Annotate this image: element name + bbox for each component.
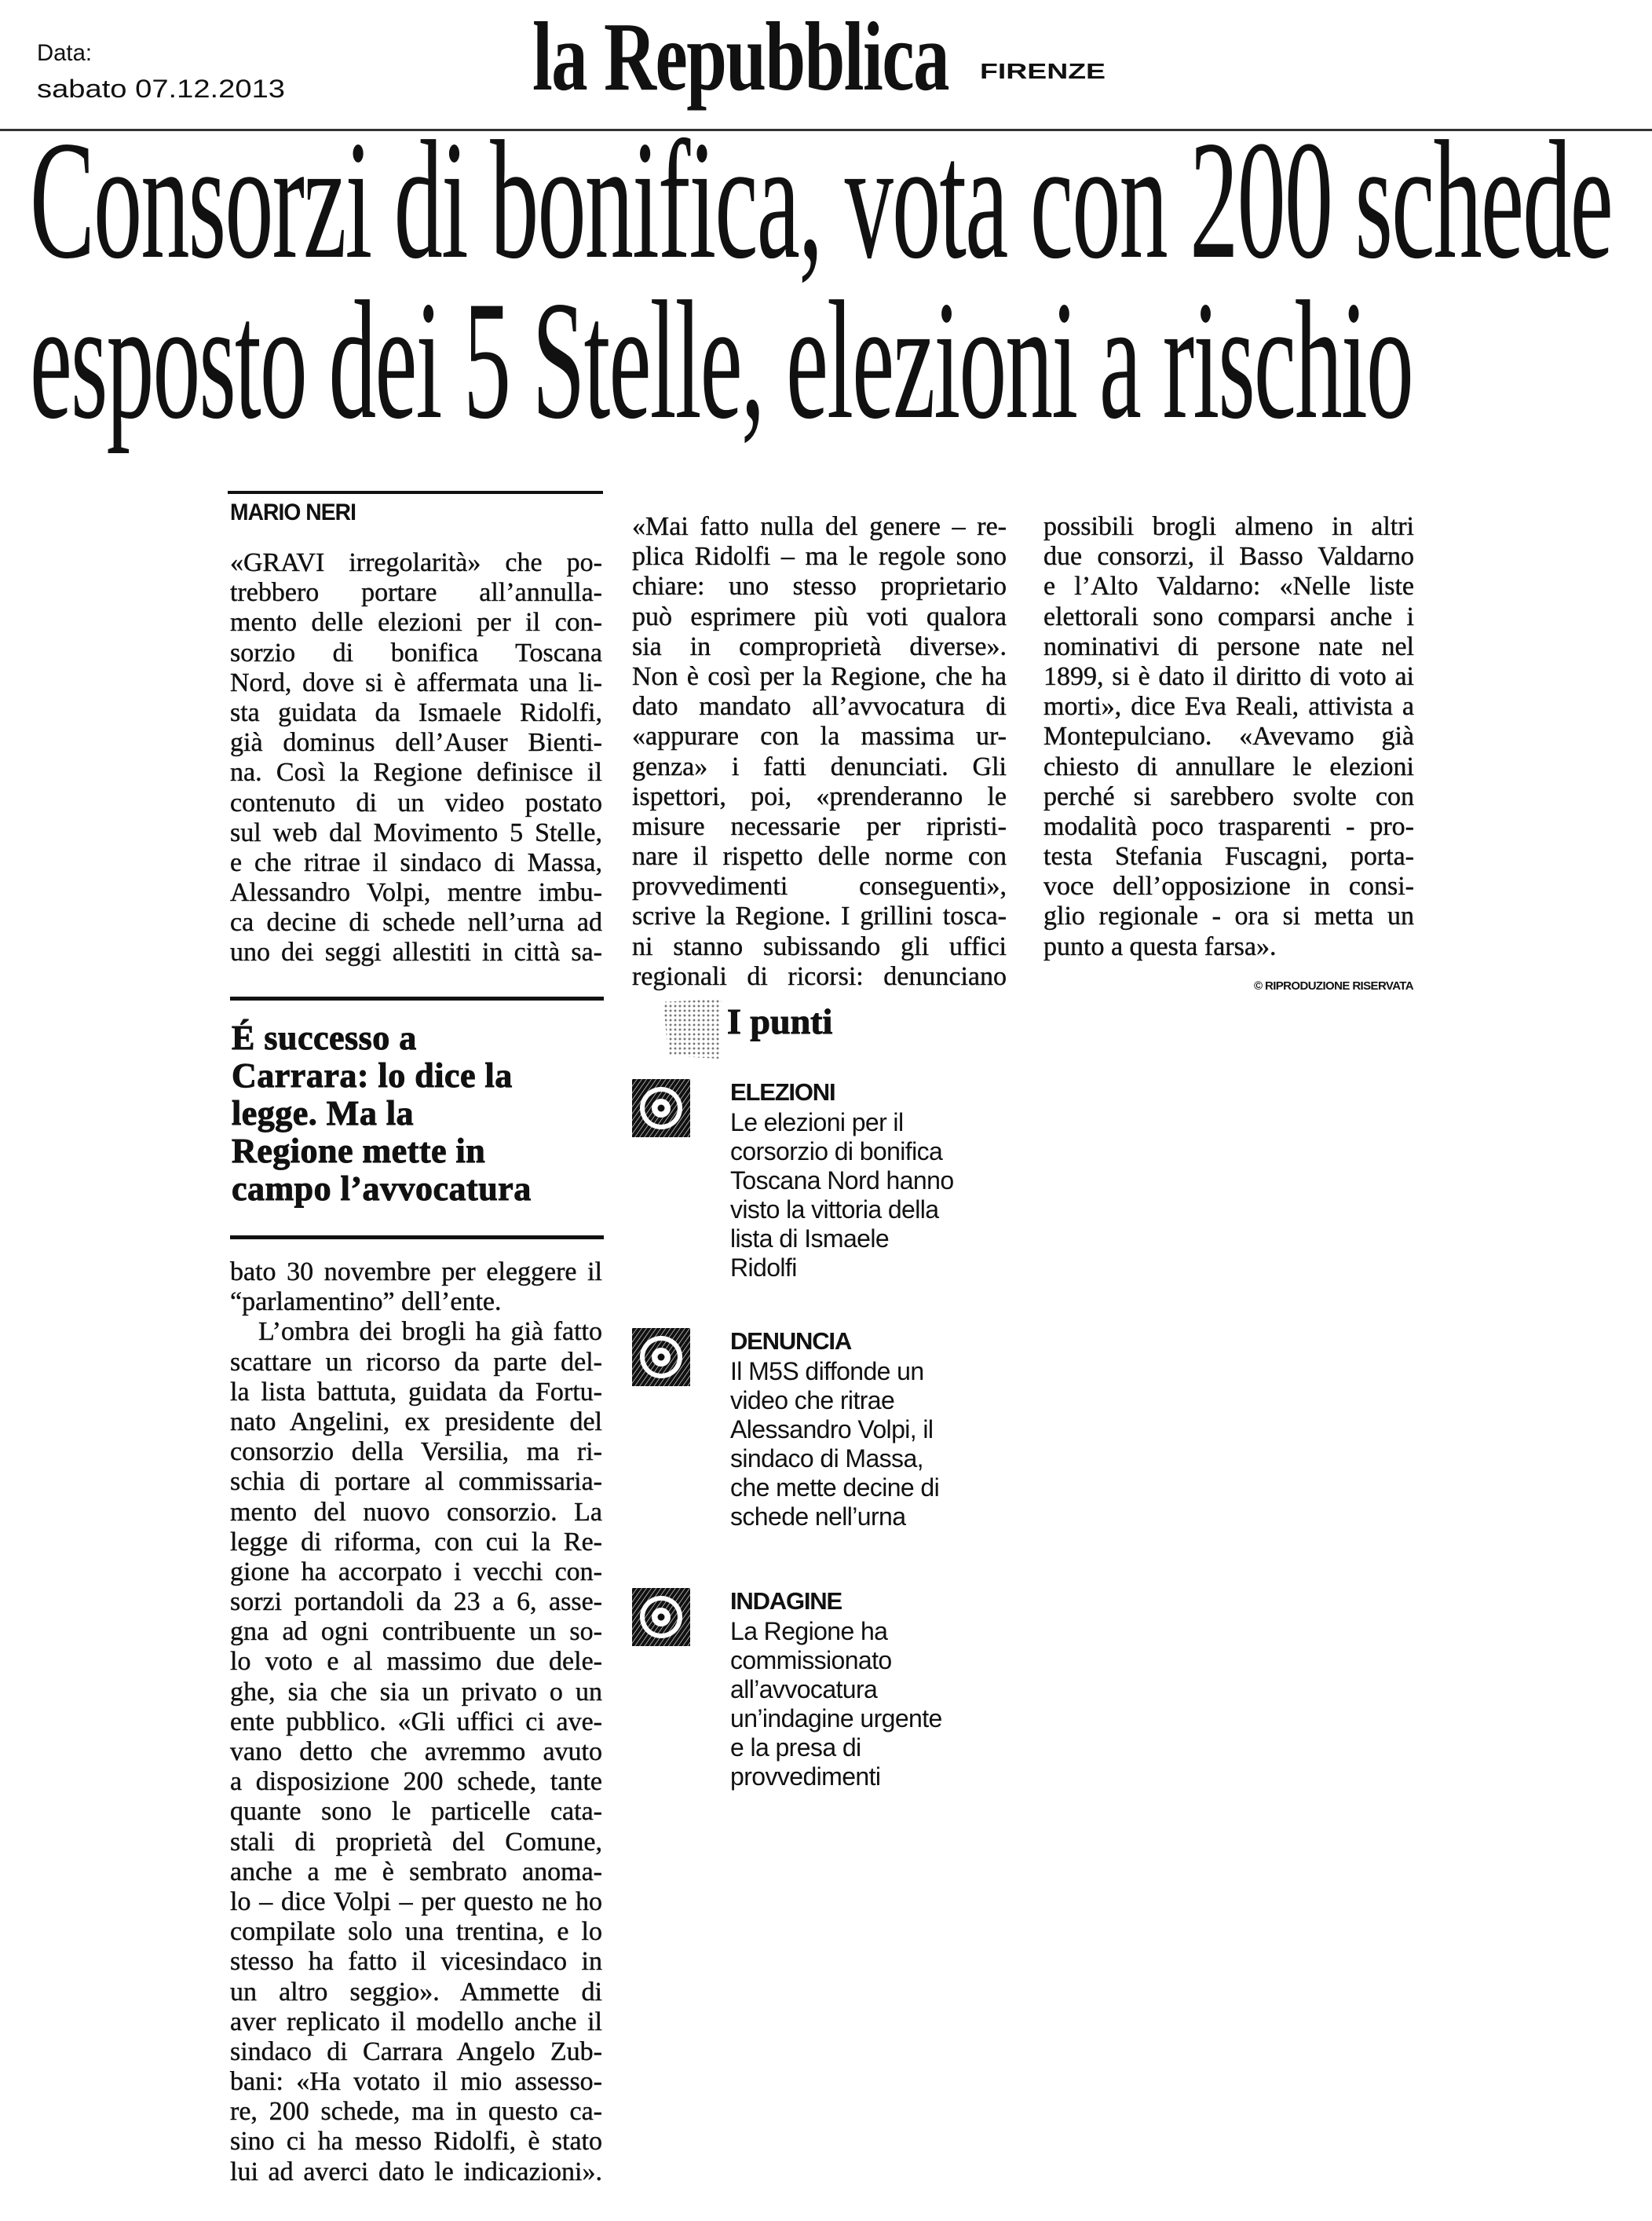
text-line [730, 1108, 966, 1137]
text-line-content: contenuto di un video postato [230, 788, 602, 818]
text-line [230, 1707, 602, 1737]
date-label [37, 40, 92, 67]
text-line [1043, 812, 1414, 842]
text-line-content: compilate solo una trentina, e lo [230, 1917, 602, 1947]
text-line [230, 668, 602, 698]
text-line-content: Il M5S diffonde un [730, 1357, 924, 1385]
target-icon [632, 1328, 690, 1386]
text-line [730, 1224, 966, 1253]
text-line-content: punto a questa farsa». [1043, 931, 1277, 961]
text-line [230, 1557, 602, 1587]
text-line [230, 1947, 602, 1977]
text-line [230, 818, 602, 848]
text-line [730, 1166, 966, 1195]
text-line [1043, 542, 1414, 572]
headline-line-2 [30, 266, 1413, 454]
text-line-content: sorzi portandoli da 23 a 6, asse- [230, 1587, 602, 1617]
text-line-content: Montepulciano. «Avevamo già [1043, 722, 1414, 752]
text-line-content: 1899, si è dato il diritto di voto ai [1043, 661, 1414, 691]
text-line [230, 2157, 602, 2187]
byline [230, 499, 356, 526]
text-line [1043, 692, 1414, 722]
target-icon [632, 1588, 690, 1646]
newspaper-logo [532, 2, 948, 112]
text-line [232, 1095, 604, 1132]
text-line-content: Alessandro Volpi, il [730, 1415, 934, 1443]
text-line [632, 542, 1007, 572]
text-line-content: legge di riforma, con cui la Re- [230, 1527, 602, 1557]
text-line-content: glio regionale - ora si metta un [1043, 902, 1414, 931]
text-line-content: uno dei seggi allestiti in città sa- [230, 938, 602, 968]
text-line-content: stesso ha fatto il vicesindaco in [230, 1947, 602, 1977]
text-line-content: sorzio di bonifica Toscana [230, 638, 602, 668]
text-line-content: bato 30 novembre per eleggere il [230, 1257, 602, 1286]
text-line [730, 1386, 966, 1415]
text-line [230, 758, 602, 788]
text-line-content: Nord, dove si è affermata una li- [230, 668, 602, 697]
text-line [230, 1498, 602, 1528]
text-line-content: mento del nuovo consorzio. La [230, 1497, 602, 1527]
text-line [632, 692, 1007, 722]
text-line [1043, 842, 1414, 872]
text-line-content: può esprimere più voti qualora [632, 602, 1007, 631]
text-line-content: ente pubblico. «Gli uffici ci ave- [230, 1707, 602, 1736]
text-line [632, 572, 1007, 602]
text-line-content: «Mai fatto nulla del genere – re- [632, 512, 1007, 541]
text-line [632, 962, 1007, 992]
text-line-content: re, 200 schede, ma in questo ca- [230, 2097, 602, 2127]
text-line [230, 1828, 602, 1857]
text-line [230, 2127, 602, 2157]
text-line-content: lo – dice Volpi – per questo ne ho [230, 1886, 602, 1916]
text-line [1043, 902, 1414, 931]
text-line-content: e che ritrae il sindaco di Massa, [230, 847, 602, 877]
edition-label [980, 59, 1106, 84]
text-line [230, 728, 602, 758]
text-line [230, 878, 602, 908]
text-line-content: la lista battuta, guidata da Fortu- [230, 1377, 602, 1407]
text-line [730, 1704, 966, 1733]
copyright-notice: © RIPRODUZIONE RISERVATA [1253, 979, 1413, 993]
text-line [632, 782, 1007, 812]
text-line [730, 1762, 966, 1791]
text-line [632, 812, 1007, 842]
text-line-content: due consorzi, il Basso Valdarno [1043, 542, 1414, 572]
text-line [230, 2037, 602, 2067]
text-line-content: gione ha accorpato i vecchi con- [230, 1557, 602, 1586]
text-line-content: perché si sarebbero svolte con [1043, 781, 1414, 811]
text-line [730, 1675, 966, 1704]
text-line-content: visto la vittoria della [730, 1195, 939, 1224]
text-line [730, 1473, 966, 1502]
text-line-content: L’ombra dei brogli ha già fatto [258, 1317, 602, 1347]
headline-line-1 [30, 106, 1612, 294]
text-line-content: chiare: uno stesso proprietario [632, 572, 1007, 602]
text-line [230, 1737, 602, 1767]
text-line [230, 608, 602, 638]
text-line-content: «GRAVI irregolarità» che po- [230, 548, 602, 577]
text-line [230, 638, 602, 668]
text-line-content: morti», dice Eva Reali, attivista a [1043, 692, 1414, 722]
text-line-content: aver replicato il modello anche il [230, 2007, 602, 2036]
text-line [230, 1348, 602, 1378]
text-line [230, 1407, 602, 1437]
text-line-content: Non è così per la Regione, che ha [632, 661, 1007, 691]
logo-text: la Repubblica [532, 3, 948, 112]
text-line-content: gna ad ogni contribuente un so- [230, 1617, 602, 1647]
text-line [632, 842, 1007, 872]
date-value [37, 75, 285, 103]
text-line-content: anche a me è sembrato anoma- [230, 1857, 602, 1886]
text-line [232, 1019, 604, 1057]
text-line [632, 722, 1007, 752]
text-line-content: legge. Ma la [232, 1094, 415, 1132]
text-line [230, 1887, 602, 1917]
text-line-content: nare il rispetto delle norme con [632, 842, 1007, 872]
text-line [230, 1287, 602, 1317]
text-line-content: sia in comproprietà diverse». [632, 631, 1007, 661]
text-line-content: schede nell’urna [730, 1502, 906, 1531]
text-line-content: «appurare con la massima ur- [632, 722, 1007, 752]
text-line [730, 1137, 966, 1166]
text-line-content: lui ad averci dato le indicazioni». [230, 2157, 602, 2186]
text-line [230, 848, 602, 878]
text-line [230, 789, 602, 818]
article-column-3 [1043, 512, 1414, 962]
halftone-decoration [663, 999, 722, 1059]
text-line [230, 578, 602, 608]
text-line-content: chiesto di annullare le elezioni [1043, 752, 1414, 781]
headline-text: esposto dei 5 Stelle, elezioni a rischio [30, 266, 1413, 454]
text-line-content: Alessandro Volpi, mentre imbu- [230, 878, 602, 908]
text-line [1043, 512, 1414, 542]
text-line [230, 1917, 602, 1947]
text-line [1043, 722, 1414, 752]
text-line-content: nominativi di persone nate nel [1043, 631, 1414, 661]
text-line-content: Ridolfi [730, 1253, 797, 1282]
text-line [730, 1733, 966, 1762]
edition-text: FIRENZE [980, 59, 1106, 83]
text-line-content: possibili brogli almeno in altri [1043, 512, 1414, 541]
text-line-content: che mette decine di [730, 1473, 940, 1502]
text-line [632, 602, 1007, 632]
text-line-content: commissionato [730, 1646, 892, 1674]
text-line-content: e la presa di [730, 1733, 861, 1762]
text-line [1043, 632, 1414, 662]
text-line-content: nato Angelini, ex presidente del [230, 1407, 602, 1436]
text-line-content: a disposizione 200 schede, tante [230, 1767, 602, 1797]
text-line-content: trebbero portare all’annulla- [230, 578, 602, 608]
text-line-content: É successo a [232, 1019, 417, 1057]
text-line-content: provvedimenti [730, 1762, 881, 1791]
text-line [632, 932, 1007, 962]
text-line-content: ni stanno subissando gli uffici [632, 931, 1007, 961]
text-line-content: “parlamentino” dell’ente. [230, 1287, 502, 1317]
text-line [730, 1444, 966, 1473]
text-line-content: dato mandato all’avvocatura di [632, 692, 1007, 722]
text-line-content: sindaco di Massa, [730, 1444, 923, 1473]
text-line-content: misure necessarie per ripristi- [632, 811, 1007, 841]
text-line [230, 1797, 602, 1827]
target-icon [632, 1079, 690, 1137]
text-line-content: vano detto che avremmo avuto [230, 1737, 602, 1766]
text-line [730, 1357, 966, 1386]
text-line [230, 548, 602, 578]
text-line-content: corsorzio di bonifica [730, 1137, 943, 1165]
byline-divider [228, 491, 603, 494]
date-label-text: Data: [37, 40, 92, 66]
text-line [230, 1857, 602, 1887]
text-line-content: Toscana Nord hanno [730, 1166, 954, 1195]
text-line-content: bani: «Ha votato il mio assesso- [230, 2067, 602, 2097]
text-line [632, 512, 1007, 542]
text-line-content: scattare un ricorso da parte del- [230, 1347, 602, 1377]
text-line [232, 1132, 604, 1170]
text-line-content: un altro seggio». Ammette di [230, 1977, 602, 2007]
text-line-content: Regione mette in [232, 1132, 486, 1170]
text-line-content: sta guidata da Ismaele Ridolfi, [230, 697, 602, 727]
text-line [230, 938, 602, 968]
text-line [230, 2097, 602, 2127]
text-line [230, 1528, 602, 1557]
text-line-content: consorzio della Versilia, ma ri- [230, 1437, 602, 1467]
text-line-content: regionali di ricorsi: denunciano [632, 961, 1007, 991]
text-line-content: na. Così la Regione definisce il [230, 758, 602, 788]
article-column-1-top [230, 548, 602, 968]
article-column-1-bottom [230, 1257, 602, 2187]
text-line [632, 632, 1007, 662]
text-line [230, 1978, 602, 2007]
key-point-heading: ELEZIONI [730, 1078, 835, 1106]
text-line [230, 698, 602, 728]
text-line [230, 1587, 602, 1617]
text-line [230, 908, 602, 938]
text-line-content: ca decine di schede nell’urna ad [230, 908, 602, 938]
text-line [230, 1437, 602, 1467]
text-line-content: genza» i fatti denunciati. Gli [632, 752, 1007, 781]
text-line-content: sul web dal Movimento 5 Stelle, [230, 818, 602, 847]
text-line-content: provvedimenti conseguenti», [632, 872, 1007, 902]
text-line-content: voce dell’opposizione in consi- [1043, 872, 1414, 902]
text-line-content: modalità poco trasparenti - pro- [1043, 811, 1414, 841]
pullquote-divider-bottom [230, 1235, 604, 1239]
text-line-content: sino ci ha messo Ridolfi, è stato [230, 2127, 602, 2157]
text-line-content: scrive la Regione. I grillini tosca- [632, 902, 1007, 931]
text-line [730, 1502, 966, 1531]
text-line-content: Le elezioni per il [730, 1108, 904, 1136]
text-line [730, 1617, 966, 1646]
text-line-content: lista di Ismaele [730, 1224, 890, 1253]
key-point-heading: DENUNCIA [730, 1327, 852, 1355]
pullquote-divider-top [230, 997, 604, 1001]
text-line-content: campo l’avvocatura [232, 1169, 532, 1208]
text-line-content: ghe, sia che sia un privato o un [230, 1677, 602, 1707]
text-line [1043, 932, 1414, 962]
text-line [230, 1678, 602, 1707]
text-line [230, 2007, 602, 2037]
text-line-content: già dominus dell’Auser Bienti- [230, 728, 602, 758]
article-column-2 [632, 512, 1007, 992]
text-line-content: Carrara: lo dice la [232, 1056, 513, 1095]
key-point-heading: INDAGINE [730, 1587, 842, 1615]
text-line [1043, 782, 1414, 812]
text-line [230, 1378, 602, 1407]
date-value-text: sabato 07.12.2013 [37, 75, 285, 103]
text-line-content: plica Ridolfi – ma le regole sono [632, 542, 1007, 572]
text-line [632, 662, 1007, 692]
text-line-content: sindaco di Carrara Angelo Zub- [230, 2036, 602, 2066]
text-line-content: video che ritrae [730, 1386, 895, 1414]
text-line-content: e l’Alto Valdarno: «Nelle liste [1043, 572, 1414, 602]
text-line [230, 1257, 602, 1287]
text-line [232, 1057, 604, 1095]
text-line [730, 1646, 966, 1675]
text-line [232, 1170, 604, 1208]
text-line [230, 1317, 602, 1347]
text-line-content: elettorali sono comparsi anche i [1043, 602, 1414, 631]
text-line [1043, 872, 1414, 902]
text-line [1043, 662, 1414, 692]
text-line [230, 2067, 602, 2097]
text-line [1043, 752, 1414, 782]
text-line [230, 1647, 602, 1677]
text-line [730, 1415, 966, 1444]
text-line-content: quante sono le particelle cata- [230, 1797, 602, 1827]
text-line-content: un’indagine urgente [730, 1704, 942, 1733]
text-line [1043, 602, 1414, 632]
text-line-content: all’avvocatura [730, 1675, 878, 1703]
text-line-content: mento delle elezioni per il con- [230, 608, 602, 638]
text-line [230, 1617, 602, 1647]
text-line-content: testa Stefania Fuscagni, porta- [1043, 842, 1414, 872]
text-line [632, 752, 1007, 782]
text-line-content: stali di proprietà del Comune, [230, 1827, 602, 1857]
text-line [230, 1467, 602, 1497]
text-line-content: ispettori, poi, «prenderanno le [632, 781, 1007, 811]
headline-text: Consorzi di bonifica, vota con 200 schede [30, 106, 1612, 294]
text-line [730, 1253, 966, 1282]
text-line [730, 1195, 966, 1224]
pull-quote [232, 1019, 604, 1208]
text-line [230, 1767, 602, 1797]
text-line-content: schia di portare al commissaria- [230, 1467, 602, 1497]
text-line [1043, 572, 1414, 602]
text-line-content: lo voto e al massimo due dele- [230, 1647, 602, 1677]
sidebar-title: I punti [727, 1001, 833, 1041]
text-line [632, 872, 1007, 902]
author-name: MARIO NERI [230, 499, 356, 525]
text-line [632, 902, 1007, 931]
text-line-content: La Regione ha [730, 1617, 888, 1645]
